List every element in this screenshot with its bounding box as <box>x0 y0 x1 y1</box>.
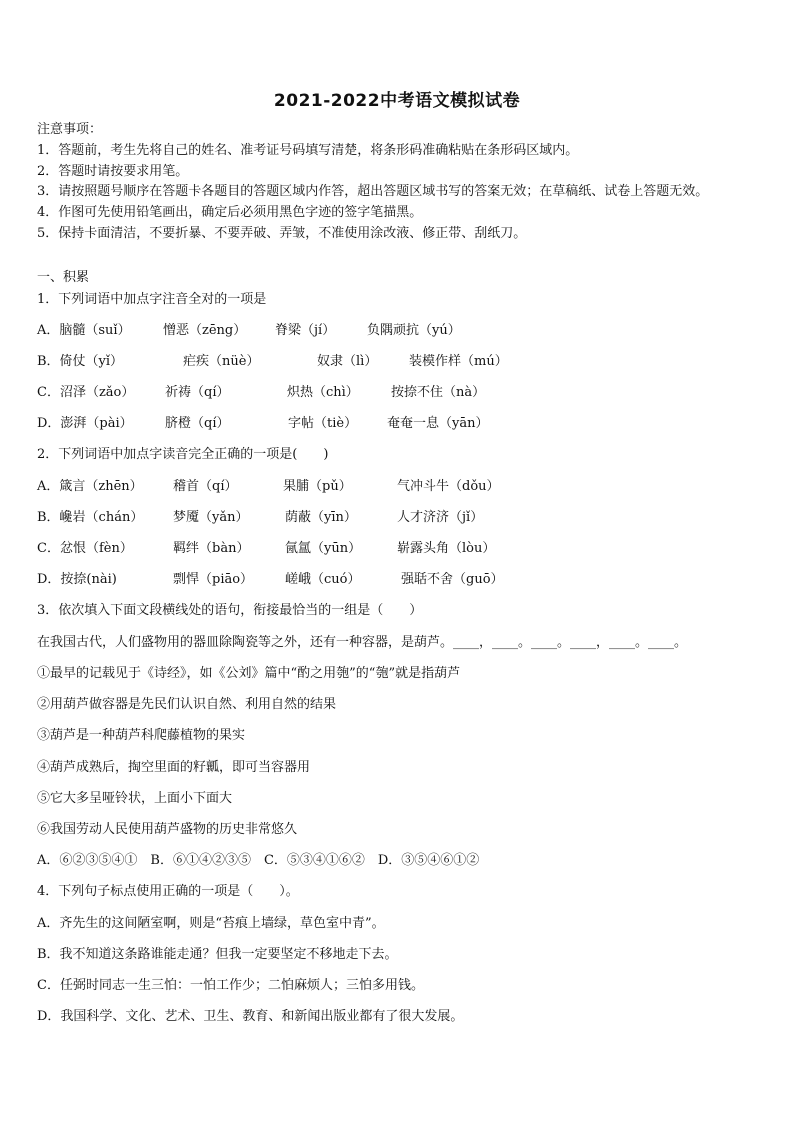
option-word: D．按捺(nài) <box>37 572 117 587</box>
question-3-item: ⑥我国劳动人民使用葫芦盛物的历史非常悠久 <box>37 822 298 837</box>
option-word: 脊梁（jí） <box>275 323 336 338</box>
section-heading: 一、积累 <box>37 270 90 285</box>
question-3-item: ①最早的记载见于《诗经》，如《公刘》篇中“酌之用匏”的“匏”就是指葫芦 <box>37 666 461 681</box>
option-word: B．巉岩（chán） <box>37 510 144 525</box>
question-3-item: ③葫芦是一种葫芦科爬藤植物的果实 <box>37 728 246 743</box>
question-1-stem: 1．下列词语中加点字注音全对的一项是 <box>37 292 267 307</box>
option-word: D．澎湃（pài） <box>37 416 133 431</box>
question-3-options: A．⑥②③⑤④① B．⑥①④②③⑤ C．⑤③④①⑥② D．③⑤④⑥①② <box>37 853 480 868</box>
question-2-stem: 2．下列词语中加点字读音完全正确的一项是( ) <box>37 447 329 462</box>
option-word: 强聒不舍（guō） <box>401 572 504 587</box>
option-word: 脐橙（qí） <box>165 416 230 431</box>
option-word: 装模作样（mú） <box>409 354 508 369</box>
option-word: 梦魇（yǎn） <box>173 510 249 525</box>
option-word: 嵯峨（cuó） <box>285 572 361 587</box>
option-word: 气冲斗牛（dǒu） <box>397 479 500 494</box>
option-word: 憎恶（zēng） <box>163 323 247 338</box>
notice-item: 2．答题时请按要求用笔。 <box>37 164 189 179</box>
option-word: 疟疾（nüè） <box>183 354 260 369</box>
option-word: 奄奄一息（yān） <box>387 416 489 431</box>
option-word: 祈祷（qí） <box>165 385 230 400</box>
notice-item: 4．作图可先使用铅笔画出，确定后必须用黑色字迹的签字笔描黑。 <box>37 205 423 220</box>
option-word: A．脑髓（suǐ） <box>37 323 131 338</box>
question-3-item: ④葫芦成熟后，掏空里面的籽瓤，即可当容器用 <box>37 760 311 775</box>
exam-title: 2021-2022中考语文模拟试卷 <box>273 91 521 111</box>
option-word: 负隅顽抗（yú） <box>367 323 461 338</box>
notice-item: 5．保持卡面清洁，不要折暴、不要弄破、弄皱，不准使用涂改液、修正带、刮纸刀。 <box>37 226 527 241</box>
option-word: 果脯（pǔ） <box>283 479 352 494</box>
question-3-item: ②用葫芦做容器是先民们认识自然、利用自然的结果 <box>37 697 337 712</box>
option-word: 氤氲（yūn） <box>285 541 362 556</box>
option-word: 崭露头角（lòu） <box>397 541 496 556</box>
notice-item: 3．请按照题号顺序在答题卡各题目的答题区域内作答，超出答题区域书写的答案无效；在草稿纸、试卷上答题无效。 <box>37 184 709 199</box>
notice-heading: 注意事项： <box>37 122 103 137</box>
notice-item: 1．答题前，考生先将自己的姓名、准考证号码填写清楚，将条形码准确粘贴在条形码区域内。 <box>37 143 579 158</box>
option-word: 人才济济（jǐ） <box>397 510 484 525</box>
question-4-option: C．任弼时同志一生三怕：一怕工作少；二怕麻烦人；三怕多用钱。 <box>37 978 424 993</box>
question-4-option: A．齐先生的这间陋室啊，则是“苔痕上墙绿，草色室中青”。 <box>37 916 385 931</box>
option-word: 字帖（tiè） <box>288 416 358 431</box>
question-4-stem: 4．下列句子标点使用正确的一项是（ ）。 <box>37 884 299 899</box>
option-word: 荫蔽（yīn） <box>285 510 357 525</box>
question-3-item: ⑤它大多呈哑铃状，上面小下面大 <box>37 791 233 806</box>
option-word: 稽首（qí） <box>173 479 238 494</box>
option-word: 羁绊（bàn） <box>173 541 250 556</box>
question-3-passage: 在我国古代，人们盛物用的器皿除陶瓷等之外，还有一种容器，是葫芦。____，____。____。____，____。____。 <box>37 635 688 650</box>
option-word: B．倚仗（yǐ） <box>37 354 124 369</box>
option-word: A．箴言（zhēn） <box>37 479 143 494</box>
question-3-stem: 3．依次填入下面文段横线处的语句，衔接最恰当的一组是（ ） <box>37 603 423 618</box>
option-word: 按捺不住（nà） <box>391 385 486 400</box>
question-4-option: B．我不知道这条路谁能走通？但我一定要坚定不移地走下去。 <box>37 947 398 962</box>
option-word: C．忿恨（fèn） <box>37 541 133 556</box>
option-word: 炽热（chì） <box>287 385 359 400</box>
option-word: C．沼泽（zǎo） <box>37 385 135 400</box>
option-word: 剽悍（piāo） <box>173 572 254 587</box>
option-word: 奴隶（lì） <box>317 354 378 369</box>
question-4-option: D．我国科学、文化、艺术、卫生、教育、和新闻出版业都有了很大发展。 <box>37 1009 464 1024</box>
